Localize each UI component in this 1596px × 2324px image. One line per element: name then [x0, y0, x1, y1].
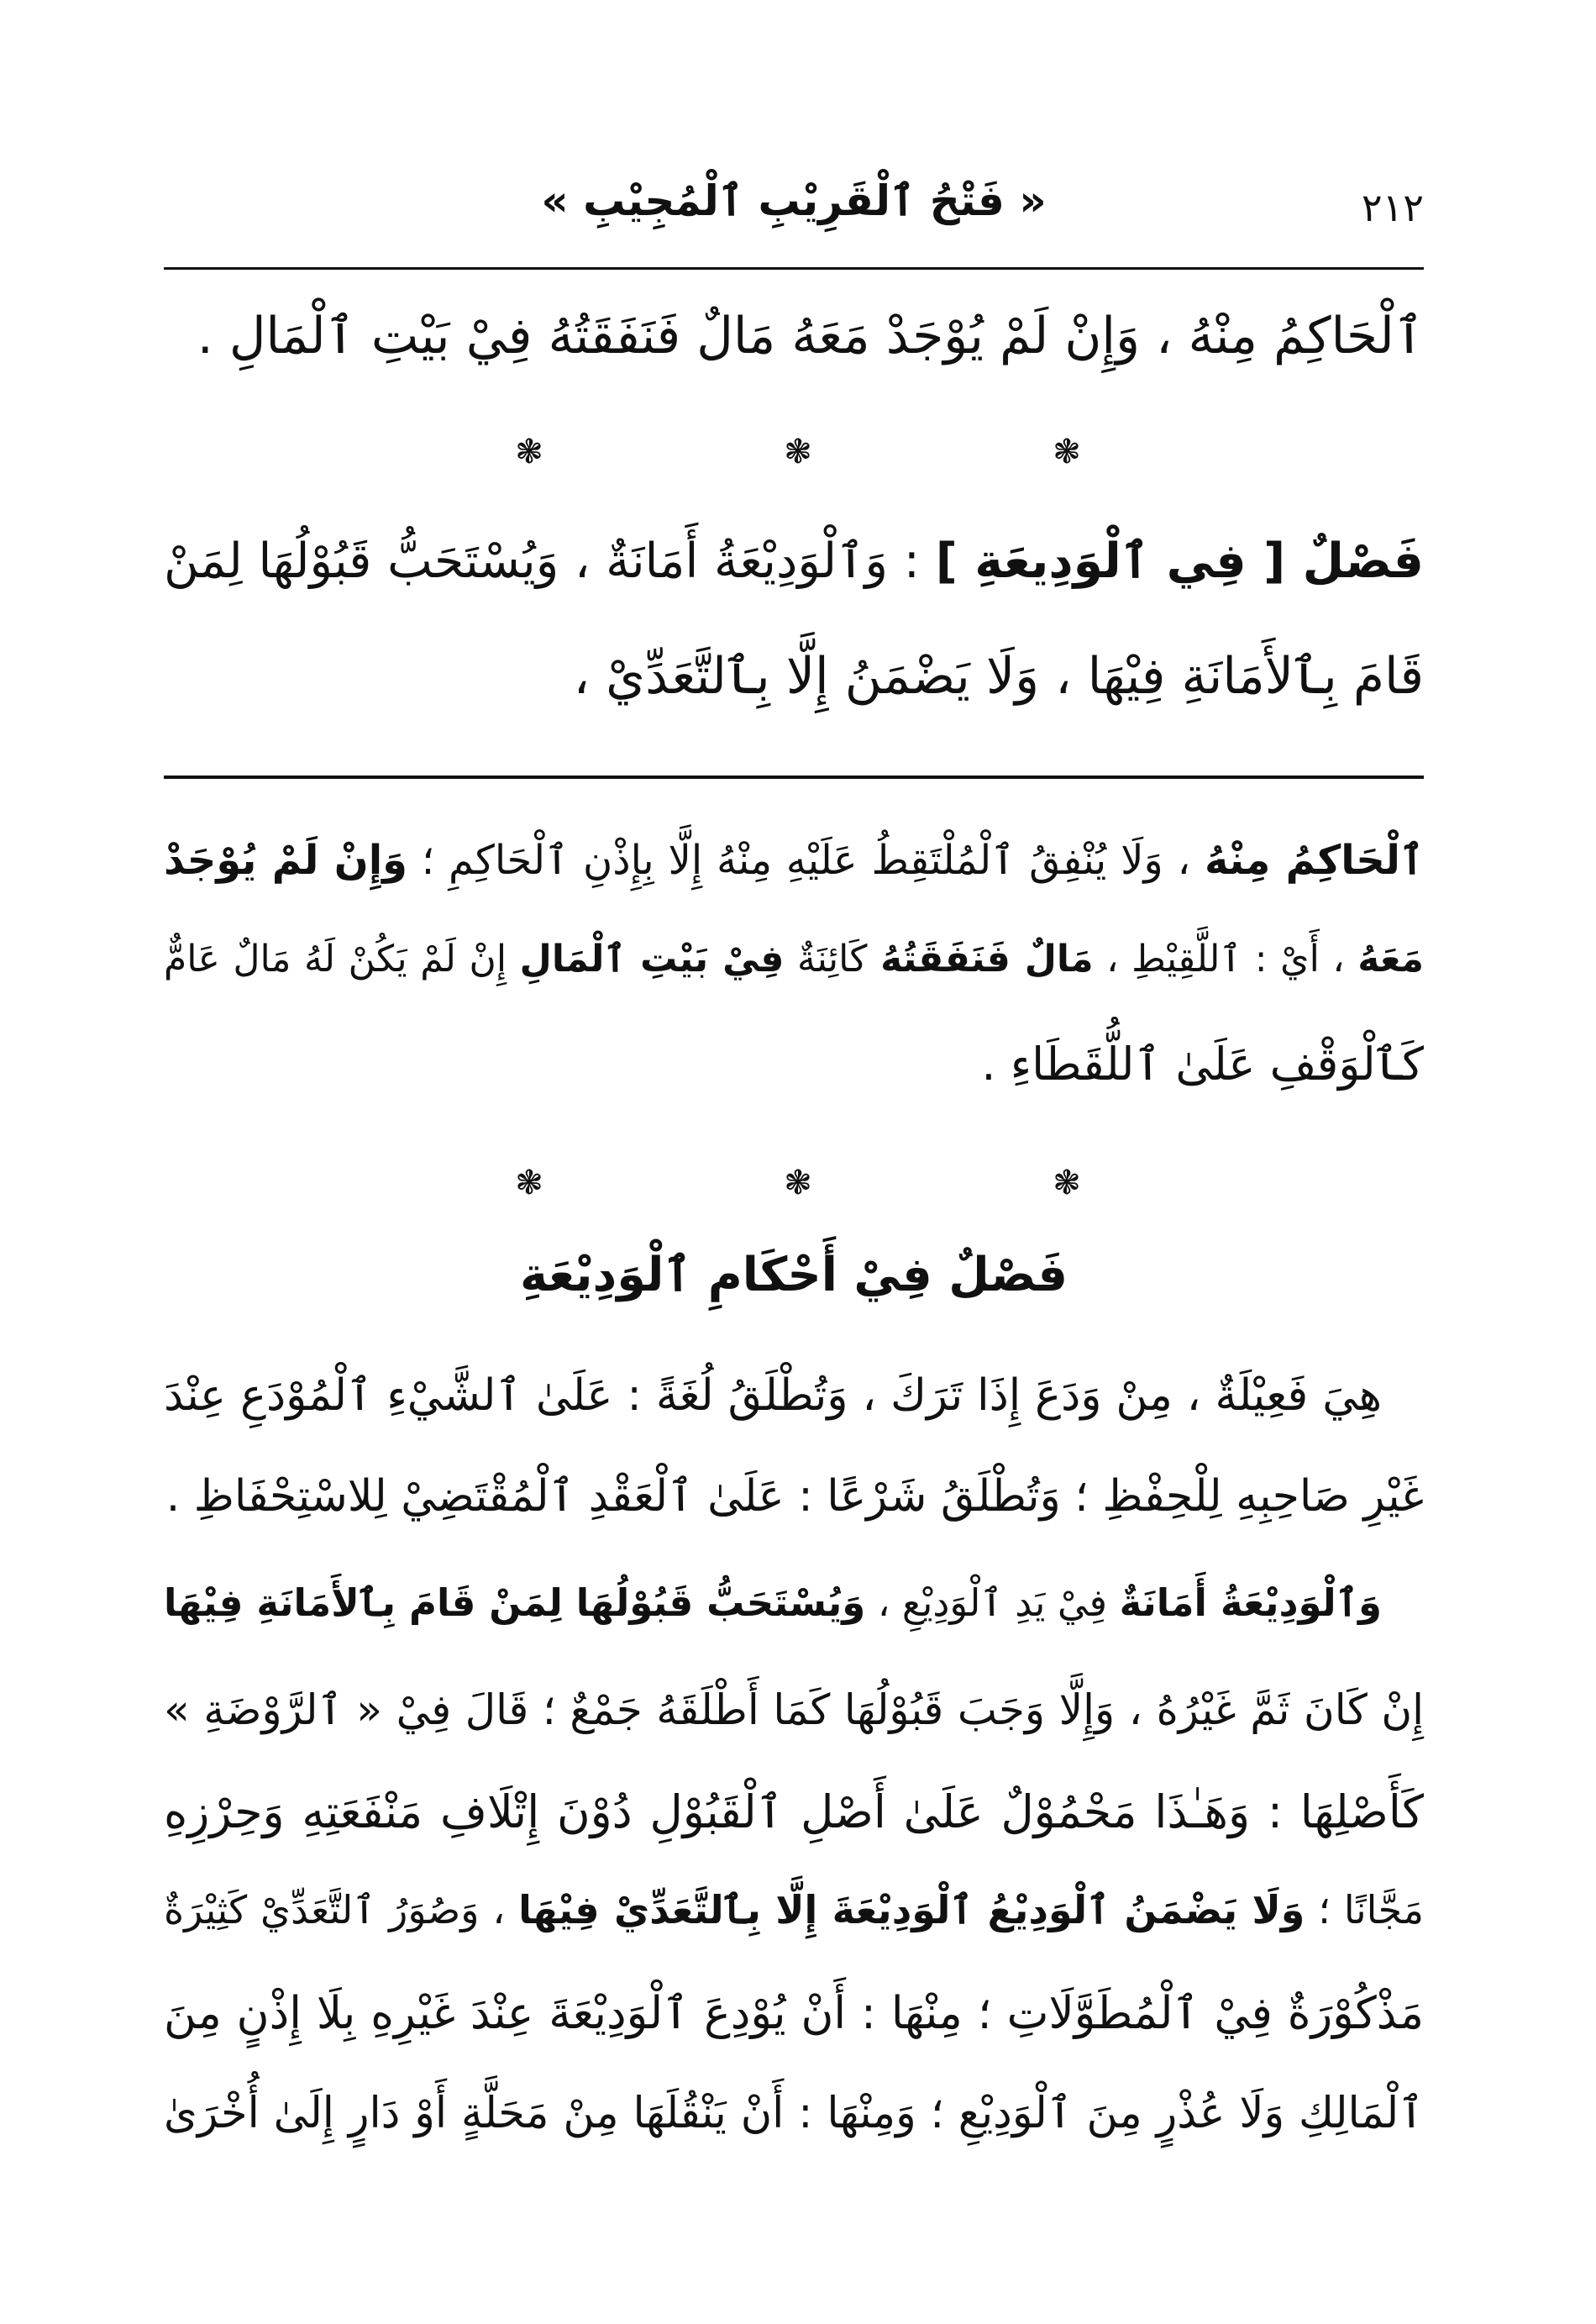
para-1-line-1: هِيَ فَعِيْلَةٌ ، مِنْ وَدَعَ إِذَا تَرَكَ ، وَتُطْلَقُ لُغَةً : عَلَىٰ ٱلشَّيْءِ ٱلْمُوْدَعِ عِنْدَ	[164, 1370, 1382, 1421]
para-2-line-2: إِنْ كَانَ ثَمَّ غَيْرُهُ ، وَإِلَّا وَجَبَ قَبُوْلُهَا كَمَا أَطْلَقَهُ جَمْعٌ ؛ قَالَ فِيْ « ٱلرَّوْضَةِ »	[164, 1685, 1424, 1734]
sharh-bold: ٱلْحَاكِمُ مِنْهُ	[1204, 837, 1425, 884]
section-heading-text: فَصْلٌ فِيْ أَحْكَامِ ٱلْوَدِيْعَةِ	[519, 1248, 1068, 1302]
sharh-text: كَائِنَةٌ	[797, 938, 868, 981]
para-2-line-6: ٱلْمَالِكِ وَلَا عُذْرٍ مِنَ ٱلْوَدِيْعِ ؛ وَمِنْهَا : أَنْ يَنْقُلَهَا مِنْ مَحَلَّةٍ أَوْ دَارٍ إِلَىٰ أُخْرَىٰ	[164, 2089, 1424, 2138]
matn-line-2-text: : وَٱلْوَدِيْعَةُ أَمَانَةٌ ، وَيُسْتَحَبُّ قَبُوْلُهَا لِمَنْ	[164, 534, 921, 589]
sharh-bold: وَإِنْ لَمْ يُوْجَدْ	[164, 837, 408, 884]
stars-divider-1	[504, 433, 1092, 471]
sharh-text: ، وَلَا يُنْفِقُ ٱلْمُلْتَقِطُ عَلَيْهِ مِنْهُ إِلَّا بِإِذْنِ ٱلْحَاكِمِ ؛	[421, 837, 1191, 884]
matn-line-2	[164, 534, 1424, 589]
star-ornament: ❃	[1053, 433, 1081, 471]
sharh-text: إِنْ لَمْ يَكُنْ لَهُ مَالٌ عَامٌّ	[164, 938, 507, 981]
sharh-line-2	[164, 938, 1424, 981]
para-2-line-3: كَأَصْلِهَا : وَهَـٰذَا مَحْمُوْلٌ عَلَىٰ أَصْلِ ٱلْقَبُوْلِ دُوْنَ إِتْلَافِ مَنْفَعَتِهِ وَحِرْزِهِ	[164, 1785, 1424, 1838]
sharh-text: فِيْ يَدِ ٱلْوَدِيْعِ ،	[877, 1580, 1108, 1625]
matn-line-3: قَامَ بِٱلأَمَانَةِ فِيْهَا ، وَلَا يَضْمَنُ إِلَّا بِٱلتَّعَدِّيْ ،	[573, 647, 1424, 706]
stars-divider-2	[504, 1164, 1092, 1202]
commentary-separator	[164, 776, 1424, 779]
sharh-text: ، وَصُوَرُ ٱلتَّعَدِّيْ كَثِيْرَةٌ	[164, 1887, 506, 1932]
sharh-bold: مَالٌ فَنَفَقَتُهُ	[880, 938, 1094, 981]
star-ornament: ❃	[784, 433, 812, 471]
star-ornament: ❃	[515, 1164, 543, 1202]
section-heading	[164, 1248, 1424, 1302]
star-ornament: ❃	[515, 433, 543, 471]
star-ornament: ❃	[784, 1164, 812, 1202]
sharh-bold: فِيْ بَيْتِ ٱلْمَالِ	[519, 938, 785, 981]
sharh-bold: وَلَا يَضْمَنُ ٱلْوَدِيْعُ ٱلْوَدِيْعَةَ إِلَّا بِٱلتَّعَدِّيْ فِيْهَا	[518, 1887, 1305, 1932]
para-2-line-4	[164, 1887, 1424, 1932]
star-ornament: ❃	[1053, 1164, 1081, 1202]
sharh-text: مَجَّانًا ؛	[1318, 1887, 1424, 1932]
page-number: ٢١٢	[1361, 185, 1424, 230]
sharh-text: ، أَيْ : ٱللَّقِيْطِ ،	[1106, 938, 1345, 981]
para-1-line-2: غَيْرِ صَاحِبِهِ لِلْحِفْظِ ؛ وَتُطْلَقُ شَرْعًا : عَلَىٰ ٱلْعَقْدِ ٱلْمُقْتَضِيْ لِلاسْتِحْفَاظِ .	[165, 1471, 1424, 1522]
matn-line-1: ٱلْحَاكِمُ مِنْهُ ، وَإِنْ لَمْ يُوْجَدْ مَعَهُ مَالٌ فَنَفَقَتُهُ فِيْ بَيْتِ ٱلْمَالِ .	[197, 307, 1424, 365]
header-rule	[164, 267, 1424, 270]
sharh-line-3: كَٱلْوَقْفِ عَلَىٰ ٱللُّقَطَاءِ .	[981, 1038, 1424, 1091]
page-header	[164, 176, 1424, 244]
sharh-line-1	[164, 837, 1425, 884]
para-2-line-5: مَذْكُوْرَةٌ فِيْ ٱلْمُطَوَّلَاتِ ؛ مِنْهَا : أَنْ يُوْدِعَ ٱلْوَدِيْعَةَ عِنْدَ غَيْرِهِ بِلَا إِذْنٍ مِنَ	[164, 1988, 1424, 2039]
sharh-bold: وَٱلْوَدِيْعَةُ أَمَانَةٌ	[1119, 1580, 1383, 1625]
running-title: « فَتْحُ ٱلْقَرِيْبِ ٱلْمُجِيْبِ »	[541, 176, 1047, 225]
sharh-bold: مَعَهُ	[1357, 938, 1424, 981]
fasl-label: فَصْلٌ [ فِي ٱلْوَدِيعَةِ ]	[935, 534, 1424, 589]
sharh-bold: وَيُسْتَحَبُّ قَبُوْلُهَا لِمَنْ قَامَ بِٱلأَمَانَةِ فِيْهَا	[164, 1580, 866, 1625]
para-2-line-1	[164, 1580, 1383, 1625]
